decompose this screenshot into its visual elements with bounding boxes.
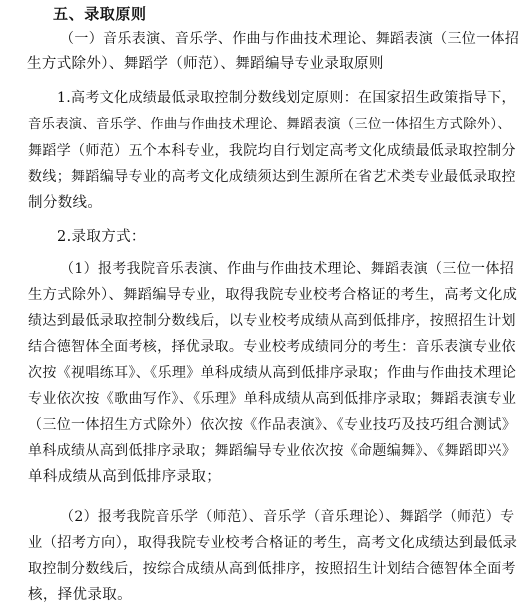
text-line: 生方式除外）、舞蹈编导专业，取得我院专业校考合格证的考生，高考文化成: [28, 287, 518, 303]
text-line: 舞蹈学（师范）五个本科专业，我院均自行划定高考文化成绩最低录取控制分: [28, 143, 516, 159]
text-line: 专业依次按《歌曲写作》、《乐理》单科成绩从高到低排序录取；舞蹈表演专业: [28, 391, 517, 407]
text-line: 数线；舞蹈编导专业的高考文化成绩须达到生源所在省艺术类专业最低录取控: [28, 169, 516, 185]
text-line: 生方式除外）、舞蹈学（师范）、舞蹈编导专业录取原则: [27, 56, 384, 72]
section-title: 五、录取原则: [53, 5, 147, 23]
text-line: （2）报考我院音乐学（师范）、音乐学（音乐理论）、舞蹈学（师范）专: [60, 509, 515, 525]
text-line: 单科成绩从高到低排序录取；: [28, 469, 222, 485]
text-line: 制分数线。: [28, 195, 103, 211]
text-line: （一）音乐表演、音乐学、作曲与作曲技术理论、舞蹈表演（三位一体招: [60, 31, 520, 47]
text-line: 音乐表演、音乐学、作曲与作曲技术理论、舞蹈表演（三位一体招生方式除外）、: [28, 117, 511, 132]
text-line: 绩达到最低录取控制分数线后，以专业校考成绩从高到低排序，按照招生计划: [28, 313, 516, 329]
text-line: 2.录取方式：: [57, 229, 146, 245]
text-line: 业（招考方向），取得我院专业校考合格证的考生，高考文化成绩达到最低录: [28, 535, 518, 551]
text-line: （1）报考我院音乐表演、作曲与作曲技术理论、舞蹈表演（三位一体招: [60, 261, 515, 277]
text-line: （三位一体招生方式除外）依次按《作品表演》、《专业技巧及技巧组合测试》: [28, 417, 517, 433]
text-line: 次按《视唱练耳》、《乐理》单科成绩从高到低排序录取；作曲与作曲技术理论: [28, 365, 517, 381]
text-line: 核，择优录取。: [28, 587, 132, 603]
text-line: 单科成绩从高到低排序录取；舞蹈编导专业依次按《命题编舞》、《舞蹈即兴》: [28, 443, 517, 459]
text-line: 结合德智体全面考核，择优录取。专业校考成绩同分的考生：音乐表演专业依: [28, 339, 516, 355]
text-line: 取控制分数线后，按综合成绩从高到低排序，按照招生计划结合德智体全面考: [28, 561, 516, 577]
text-line: 1.高考文化成绩最低录取控制分数线划定原则：在国家招生政策指导下，: [57, 90, 516, 106]
